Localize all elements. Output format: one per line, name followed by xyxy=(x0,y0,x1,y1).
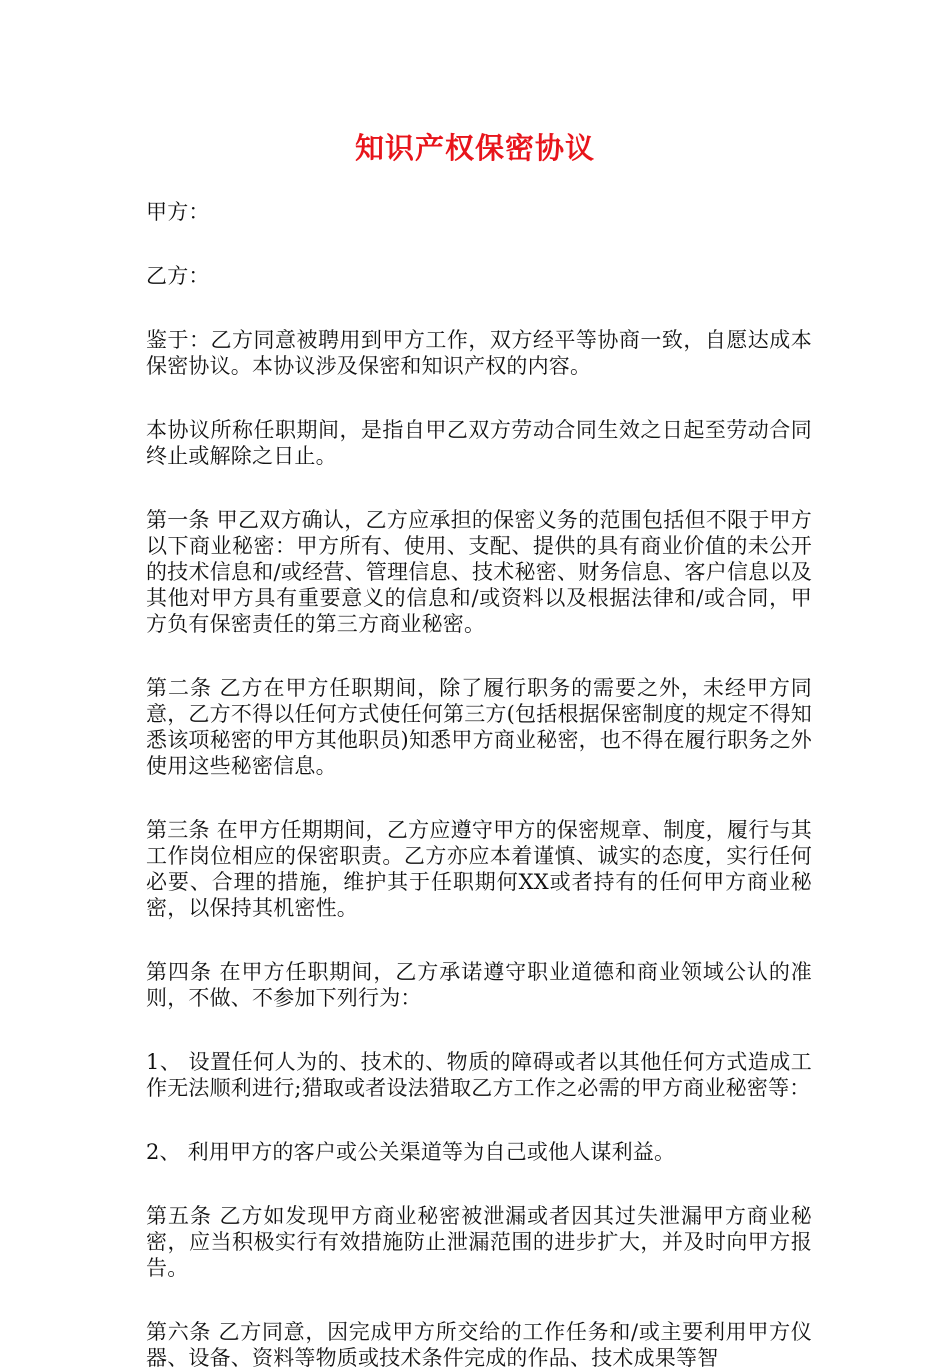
article-1-paragraph: 第一条 甲乙双方确认，乙方应承担的保密义务的范围包括但不限于甲方以下商业秘密：甲方所有、使用、支配、提供的具有商业价值的未公开的技术信息和/或经营、管理信息、技术秘密、财务信息、客户信息以及其他对甲方具有重要意义的信息和/或资料以及根据法律和/或合同，甲方负有保密责任的第三方商业秘密。 xyxy=(146,508,812,636)
article-3-paragraph: 第三条 在甲方任期期间，乙方应遵守甲方的保密规章、制度，履行与其工作岗位相应的保密职责。乙方亦应本着谨慎、诚实的态度，实行任何必要、合理的措施，维护其于任职期何XX或者持有的任何甲方商业秘密，以保持其机密性。 xyxy=(146,818,812,920)
article-4-item-2: 2、 利用甲方的客户或公关渠道等为自己或他人谋利益。 xyxy=(146,1140,676,1164)
article-6-paragraph: 第六条 乙方同意，因完成甲方所交给的工作任务和/或主要利用甲方仪器、设备、资料等物质或技术条件完成的作品、技术成果等智 xyxy=(146,1320,812,1370)
document-body xyxy=(146,199,812,1371)
article-5-paragraph: 第五条 乙方如发现甲方商业秘密被泄漏或者因其过失泄漏甲方商业秘密，应当积极实行有效措施防止泄漏范围的进步扩大，并及时向甲方报告。 xyxy=(146,1204,812,1280)
article-2-paragraph: 第二条 乙方在甲方任职期间，除了履行职务的需要之外，未经甲方同意，乙方不得以任何方式使任何第三方(包括根据保密制度的规定不得知悉该项秘密的甲方其他职员)知悉甲方商业秘密，也不得在履行职务之外使用这些秘密信息。 xyxy=(146,676,812,778)
article-4-paragraph: 第四条 在甲方任职期间，乙方承诺遵守职业道德和商业领域公认的准则，不做、不参加下列行为： xyxy=(146,960,812,1010)
document-title: 知识产权保密协议 xyxy=(354,131,595,165)
party-a-line: 甲方： xyxy=(146,200,210,224)
article-4-item-1: 1、 设置任何人为的、技术的、物质的障碍或者以其他任何方式造成工作无法顺利进行;猎取或者设法猎取乙方工作之必需的甲方商业秘密等： xyxy=(146,1050,812,1100)
party-b-line: 乙方： xyxy=(146,264,210,288)
employment-period-paragraph: 本协议所称任职期间，是指自甲乙双方劳动合同生效之日起至劳动合同终止或解除之日止。 xyxy=(146,418,812,468)
whereas-paragraph: 鉴于：乙方同意被聘用到甲方工作，双方经平等协商一致，自愿达成本保密协议。本协议涉及保密和知识产权的内容。 xyxy=(146,328,812,378)
